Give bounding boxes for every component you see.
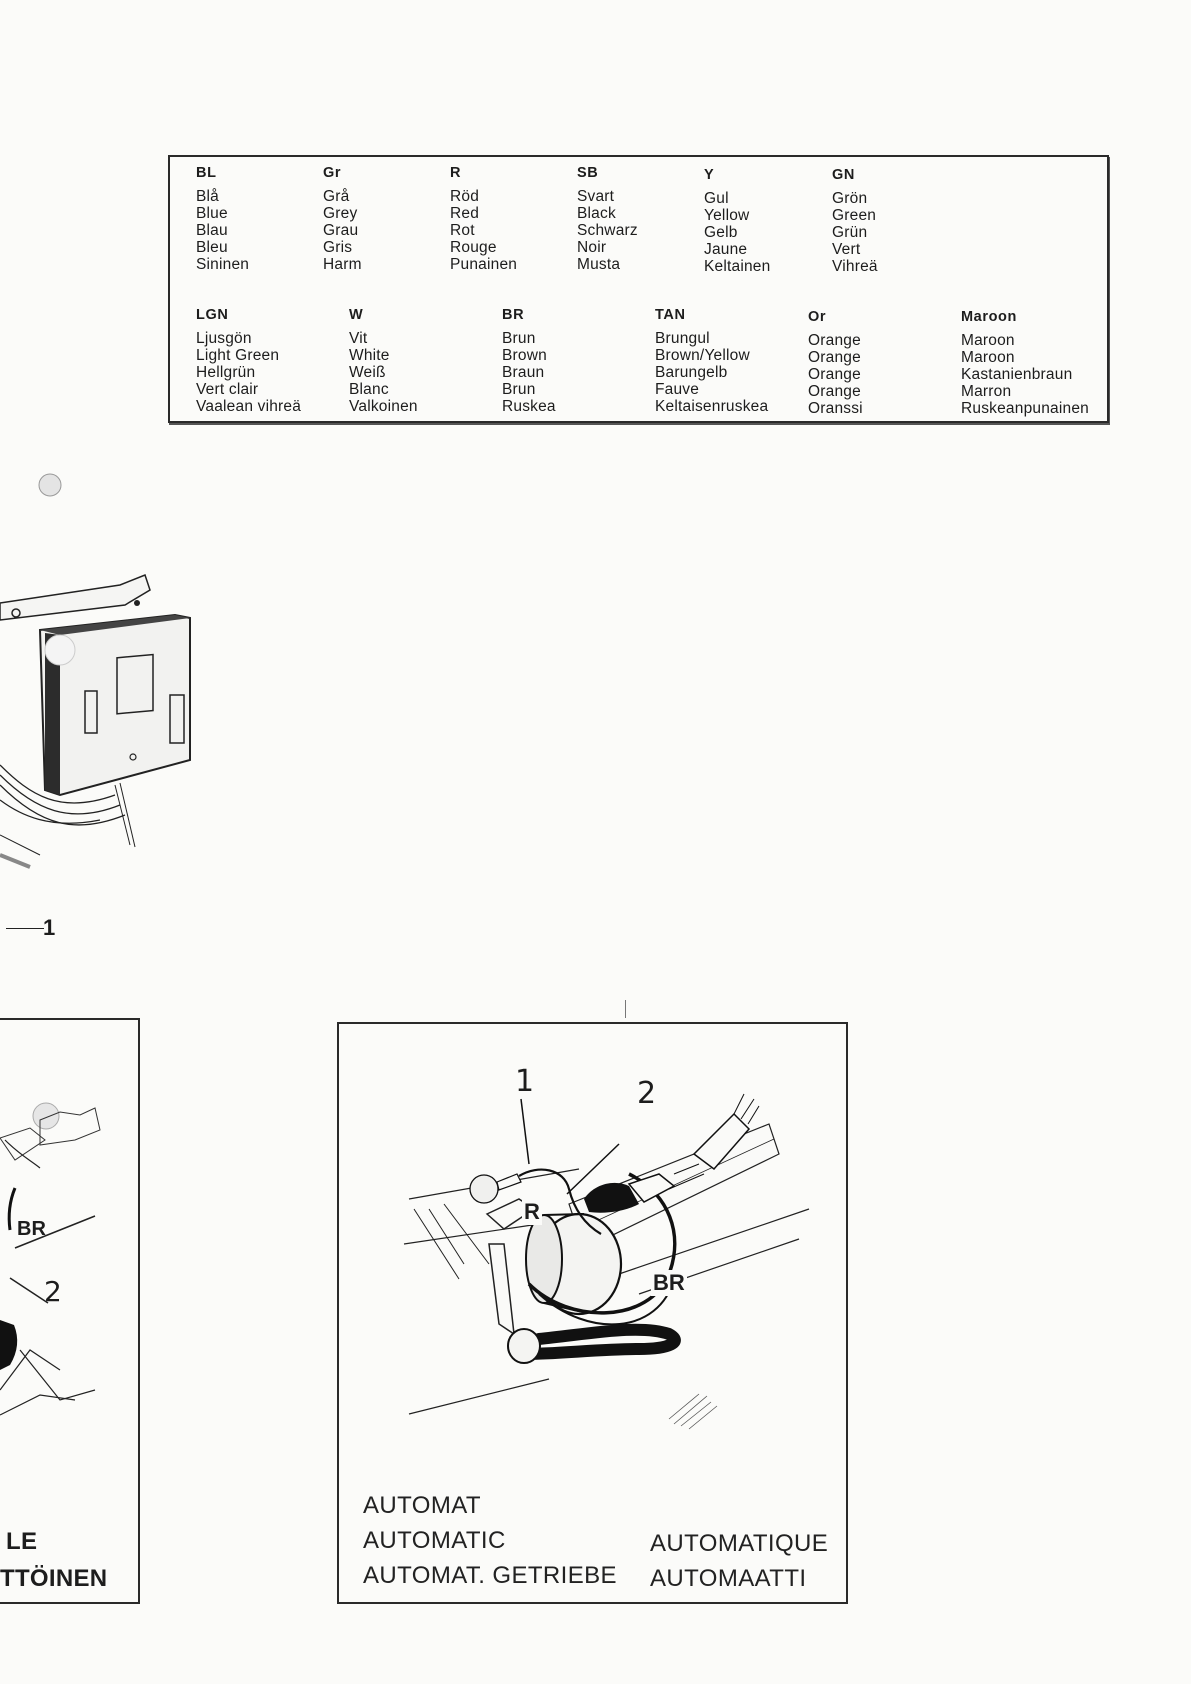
- color-code: TAN: [655, 307, 686, 323]
- legend-entry-y: [704, 167, 770, 275]
- automatic-wiring-illustration: [339, 1024, 846, 1464]
- legend-entry-w: [349, 307, 418, 415]
- control-unit-illustration: [0, 455, 200, 875]
- callout-number: 2: [44, 1275, 62, 1308]
- color-name: Sininen: [196, 256, 250, 273]
- color-name: Brun: [502, 381, 536, 398]
- color-name: Schwarz: [577, 222, 638, 239]
- color-code: Gr: [323, 165, 342, 181]
- legend-entry-or: [808, 309, 863, 417]
- caption-sv: AUTOMAT: [363, 1492, 481, 1519]
- scan-mark: [625, 1000, 626, 1018]
- color-name: Bleu: [196, 239, 228, 256]
- color-name: Keltainen: [704, 258, 771, 275]
- color-name: Maroon: [961, 349, 1015, 366]
- color-code: Y: [704, 167, 715, 183]
- color-name: Ljusgön: [196, 330, 252, 347]
- caption-fr: AUTOMATIQUE: [650, 1530, 829, 1557]
- color-name: Noir: [577, 239, 607, 256]
- color-name: White: [349, 347, 390, 364]
- color-name: Braun: [502, 364, 545, 381]
- color-name: Grå: [323, 188, 350, 205]
- legend-entry-maroon: [961, 309, 1089, 417]
- color-name: Barungelb: [655, 364, 728, 381]
- color-name: Brown: [502, 347, 547, 364]
- color-code: Or: [808, 309, 827, 325]
- wire-label-br: BR: [653, 1270, 685, 1295]
- color-name: Blue: [196, 205, 228, 222]
- color-name: Light Green: [196, 347, 280, 364]
- color-name: Jaune: [704, 241, 748, 258]
- color-name: Vert clair: [196, 381, 259, 398]
- callout-number: 1: [515, 1064, 535, 1099]
- color-name: Grau: [323, 222, 359, 239]
- color-code: R: [450, 165, 462, 181]
- color-name: Weiß: [349, 364, 386, 381]
- color-name: Ruskea: [502, 398, 556, 415]
- color-code: GN: [832, 167, 855, 183]
- color-name: Valkoinen: [349, 398, 418, 415]
- color-name: Gris: [323, 239, 353, 256]
- legend-entry-sb: [577, 165, 638, 273]
- color-code: SB: [577, 165, 599, 181]
- color-name: Vit: [349, 330, 368, 347]
- legend-entry-br: [502, 307, 556, 415]
- color-name: Blau: [196, 222, 228, 239]
- color-name: Fauve: [655, 381, 700, 398]
- caption-fi: AUTOMAATTI: [650, 1565, 807, 1592]
- color-name: Orange: [808, 349, 861, 366]
- color-name: Orange: [808, 332, 861, 349]
- color-code: LGN: [196, 307, 229, 323]
- wire-label-br: BR: [17, 1218, 46, 1240]
- legend-entry-gn: [832, 167, 878, 275]
- color-name: Grey: [323, 205, 358, 222]
- color-name: Red: [450, 205, 480, 222]
- color-name: Vaalean vihreä: [196, 398, 302, 415]
- automatic-transmission-panel: [337, 1022, 848, 1604]
- color-name: Röd: [450, 188, 480, 205]
- color-name: Grön: [832, 190, 868, 207]
- legend-entry-tan: [655, 307, 768, 415]
- color-name: Blå: [196, 188, 220, 205]
- color-name: Ruskeanpunainen: [961, 400, 1089, 417]
- color-code-legend: [168, 155, 1109, 423]
- color-name: Orange: [808, 383, 861, 400]
- color-name: Hellgrün: [196, 364, 256, 381]
- legend-entry-gr: [323, 165, 362, 273]
- color-name: Rouge: [450, 239, 497, 256]
- color-name: Brungul: [655, 330, 710, 347]
- manual-transmission-panel: [0, 1018, 140, 1604]
- callout-number: 2: [637, 1076, 657, 1111]
- color-name: Oranssi: [808, 400, 863, 417]
- color-name: Kastanienbraun: [961, 366, 1073, 383]
- color-name: Green: [832, 207, 877, 224]
- color-name: Svart: [577, 188, 615, 205]
- color-code: W: [349, 307, 364, 323]
- color-code: Maroon: [961, 309, 1017, 325]
- color-name: Musta: [577, 256, 621, 273]
- color-code: BR: [502, 307, 525, 323]
- caption-line: LE: [6, 1528, 38, 1555]
- color-name: Gul: [704, 190, 729, 207]
- color-name: Grün: [832, 224, 868, 241]
- legend-entry-bl: [196, 165, 249, 273]
- callout-leader-line: [6, 928, 44, 929]
- color-name: Rot: [450, 222, 475, 239]
- caption-de: AUTOMAT. GETRIEBE: [363, 1562, 617, 1589]
- color-name: Brun: [502, 330, 536, 347]
- legend-entry-r: [450, 165, 517, 273]
- color-name: Black: [577, 205, 616, 222]
- color-name: Harm: [323, 256, 362, 273]
- color-name: Vihreä: [832, 258, 878, 275]
- color-name: Maroon: [961, 332, 1015, 349]
- color-name: Orange: [808, 366, 861, 383]
- color-name: Keltaisenruskea: [655, 398, 769, 415]
- callout-number: 1: [43, 915, 56, 940]
- legend-entry-lgn: [196, 307, 301, 415]
- color-name: Gelb: [704, 224, 738, 241]
- color-name: Blanc: [349, 381, 389, 398]
- color-name: Brown/Yellow: [655, 347, 750, 364]
- color-code: BL: [196, 165, 217, 181]
- color-name: Yellow: [704, 207, 750, 224]
- caption-line: TTÖINEN: [0, 1565, 108, 1592]
- caption-en: AUTOMATIC: [363, 1527, 506, 1554]
- color-name: Punainen: [450, 256, 518, 273]
- color-name: Vert: [832, 241, 861, 258]
- wire-label-r: R: [524, 1199, 540, 1224]
- color-name: Marron: [961, 383, 1012, 400]
